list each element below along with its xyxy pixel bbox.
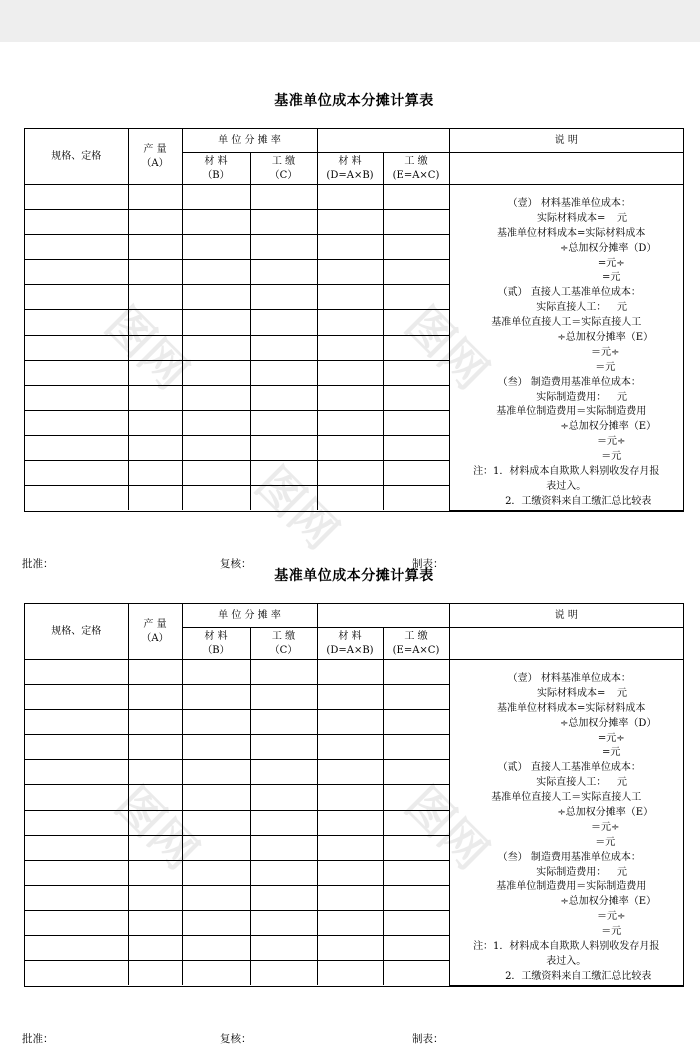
remark-line: （贰） 直接人工基准单位成本：: [497, 287, 641, 299]
spec-header: 规格、定格: [25, 129, 128, 185]
remark-line: ÷总加权分摊率（E）: [560, 421, 657, 433]
table-cell[interactable]: [317, 760, 383, 785]
table-cell[interactable]: [128, 360, 182, 385]
table-cell[interactable]: [25, 685, 128, 710]
table-cell[interactable]: [317, 785, 383, 810]
table-cell[interactable]: [383, 810, 449, 835]
table-cell[interactable]: [317, 435, 383, 460]
labor-header: 工 缴 （C）: [250, 153, 317, 185]
remark-line: ＝元÷: [591, 346, 620, 358]
table-cell[interactable]: [250, 910, 317, 935]
table-cell[interactable]: [25, 660, 128, 685]
table-cell[interactable]: [25, 710, 128, 735]
table-cell[interactable]: [383, 310, 449, 335]
table-cell[interactable]: [250, 360, 317, 385]
table-cell[interactable]: [250, 710, 317, 735]
remark-line: （壹） 材料基准单位成本：: [507, 673, 631, 684]
table-cell[interactable]: [250, 486, 317, 511]
table-cell[interactable]: [25, 785, 128, 810]
table-cell[interactable]: [25, 310, 128, 335]
table-cell[interactable]: [182, 710, 250, 735]
table-cell[interactable]: [128, 660, 182, 685]
table-cell[interactable]: [317, 710, 383, 735]
table-cell[interactable]: [383, 885, 449, 910]
top-bar: [0, 0, 700, 42]
table-cell[interactable]: [250, 810, 317, 835]
table-cell[interactable]: [25, 810, 128, 835]
table-cell[interactable]: [383, 360, 449, 385]
table-cell[interactable]: [317, 835, 383, 860]
remark-line: ＝元÷: [597, 911, 626, 923]
table-cell[interactable]: [182, 360, 250, 385]
remark-line: ＝元÷: [597, 436, 626, 448]
table-cell[interactable]: [182, 435, 250, 460]
remark-line: 注：1．材料成本自欺欺人料别收发存月报: [473, 466, 660, 478]
remark-line: ＝元: [595, 361, 616, 373]
table-cell[interactable]: [383, 486, 449, 511]
table-cell[interactable]: [25, 835, 128, 860]
table-cell[interactable]: [250, 385, 317, 410]
table-cell[interactable]: [25, 360, 128, 385]
remarks-cell: [449, 185, 683, 511]
table-cell[interactable]: [128, 310, 182, 335]
table-cell[interactable]: [182, 235, 250, 260]
table-cell[interactable]: [128, 260, 182, 285]
remark-line: =元: [602, 272, 621, 284]
table-cell[interactable]: [250, 860, 317, 885]
remark-line: 实际直接人工： 元: [536, 777, 627, 789]
table-cell[interactable]: [317, 660, 383, 685]
table-cell[interactable]: [317, 360, 383, 385]
table-cell[interactable]: [182, 260, 250, 285]
approve-label: 批准：: [22, 558, 54, 570]
table-cell[interactable]: [128, 910, 182, 935]
table-cell[interactable]: [128, 385, 182, 410]
labor-header: 工 缴 （C）: [250, 628, 317, 660]
remark-line: 实际制造费用： 元: [536, 866, 627, 878]
table-cell[interactable]: [182, 285, 250, 310]
remark-line: =元÷: [597, 257, 625, 269]
table-cell[interactable]: [317, 961, 383, 986]
remark-line: ÷总加权分摊率（D）: [560, 717, 657, 729]
table-cell[interactable]: [182, 210, 250, 235]
watermark: 图网: [395, 776, 499, 880]
table-cell[interactable]: [250, 785, 317, 810]
table-cell[interactable]: [25, 735, 128, 760]
table-cell[interactable]: [128, 410, 182, 435]
table-cell[interactable]: [182, 685, 250, 710]
table-cell[interactable]: [383, 735, 449, 760]
table-cell[interactable]: [383, 710, 449, 735]
table-cell[interactable]: [128, 335, 182, 360]
table-cell[interactable]: [25, 461, 128, 486]
watermark: 图网: [105, 776, 209, 880]
table-cell[interactable]: [250, 685, 317, 710]
remark-line: ÷总加权分摊率（E）: [557, 332, 654, 344]
table-cell[interactable]: [317, 410, 383, 435]
table-cell[interactable]: [182, 335, 250, 360]
table-cell[interactable]: [317, 810, 383, 835]
table-cell[interactable]: [383, 410, 449, 435]
table-cell[interactable]: [182, 885, 250, 910]
table-cell[interactable]: [250, 835, 317, 860]
remark-line: 基准单位材料成本=实际材料成本: [497, 702, 646, 714]
remark-line: （叁） 制造费用基准单位成本：: [497, 376, 641, 388]
table-cell[interactable]: [250, 885, 317, 910]
remark-line: ＝元: [601, 451, 622, 463]
table-cell[interactable]: [317, 461, 383, 486]
remark-line: 基准单位制造费用＝实际制造费用: [496, 406, 647, 418]
table-cell[interactable]: [182, 936, 250, 961]
watermark: 图网: [395, 296, 499, 400]
table-cell[interactable]: [25, 335, 128, 360]
table-cell[interactable]: [250, 335, 317, 360]
cost-table: [24, 603, 684, 987]
table-cell[interactable]: [182, 410, 250, 435]
table-cell[interactable]: [128, 685, 182, 710]
table-cell[interactable]: [182, 385, 250, 410]
table-cell[interactable]: [317, 486, 383, 511]
table-cell[interactable]: [317, 685, 383, 710]
table-cell[interactable]: [182, 310, 250, 335]
blank-group-header: [317, 129, 449, 153]
watermark: 图网: [245, 456, 349, 560]
table-cell[interactable]: [383, 835, 449, 860]
table-cell[interactable]: [383, 785, 449, 810]
table-cell[interactable]: [25, 860, 128, 885]
remark-line: ＝元: [601, 926, 622, 938]
table-cell[interactable]: [25, 910, 128, 935]
table-cell[interactable]: [383, 210, 449, 235]
remark-line: 基准单位直接人工＝实际直接人工: [491, 792, 642, 804]
table-cell[interactable]: [182, 910, 250, 935]
table-cell[interactable]: [128, 961, 182, 986]
remark-line: ＝元: [595, 836, 616, 848]
table-cell[interactable]: [25, 285, 128, 310]
table-cell[interactable]: [317, 936, 383, 961]
table-cell[interactable]: [25, 486, 128, 511]
remarks-header-blank: [449, 153, 683, 185]
table-cell[interactable]: [182, 486, 250, 511]
material-header: 材 料 （B）: [182, 628, 250, 660]
table-cell[interactable]: [128, 185, 182, 210]
table-cell[interactable]: [383, 910, 449, 935]
remarks-header: 说 明: [449, 604, 683, 628]
table-cell[interactable]: [383, 260, 449, 285]
table-cell[interactable]: [25, 260, 128, 285]
table-cell[interactable]: [128, 810, 182, 835]
table-cell[interactable]: [250, 435, 317, 460]
table-cell[interactable]: [250, 185, 317, 210]
remark-line: 实际材料成本= 元: [537, 212, 627, 224]
table-cell[interactable]: [317, 885, 383, 910]
table-cell[interactable]: [128, 461, 182, 486]
remark-line: ＝元÷: [591, 821, 620, 833]
table-cell[interactable]: [250, 310, 317, 335]
table-cell[interactable]: [182, 185, 250, 210]
table-cell[interactable]: [25, 410, 128, 435]
sheet-title: 基准单位成本分摊计算表: [274, 93, 434, 109]
remark-line: 基准单位制造费用＝实际制造费用: [496, 881, 647, 893]
remark-line: ÷总加权分摊率（D）: [560, 242, 657, 254]
watermark: 图网: [95, 296, 199, 400]
table-cell[interactable]: [128, 210, 182, 235]
table-cell[interactable]: [25, 760, 128, 785]
remark-line: 2．工缴资料来自工缴汇总比较表: [505, 495, 652, 507]
table-cell[interactable]: [317, 310, 383, 335]
material-total-header: 材 料 (D=A×B): [317, 628, 383, 660]
table-cell[interactable]: [182, 760, 250, 785]
table-cell[interactable]: [182, 810, 250, 835]
remark-line: 基准单位直接人工＝实际直接人工: [491, 317, 642, 329]
remark-line: 注：1．材料成本自欺欺人料别收发存月报: [473, 941, 660, 953]
table-cell[interactable]: [383, 285, 449, 310]
table-cell[interactable]: [25, 385, 128, 410]
table-cell[interactable]: [317, 210, 383, 235]
table-cell[interactable]: [182, 735, 250, 760]
table-cell[interactable]: [317, 235, 383, 260]
blank-group-header: [317, 604, 449, 628]
table-cell[interactable]: [25, 885, 128, 910]
table-cell[interactable]: [128, 710, 182, 735]
remark-line: =元: [602, 747, 621, 759]
remark-line: 实际材料成本= 元: [537, 687, 627, 699]
table-cell[interactable]: [182, 785, 250, 810]
table-cell[interactable]: [383, 435, 449, 460]
table-cell[interactable]: [182, 660, 250, 685]
table-cell[interactable]: [128, 835, 182, 860]
material-total-header: 材 料 (D=A×B): [317, 153, 383, 185]
table-cell[interactable]: [182, 461, 250, 486]
labor-total-header: 工 缴 (E=A×C): [383, 153, 449, 185]
table-cell[interactable]: [383, 860, 449, 885]
table-cell[interactable]: [128, 435, 182, 460]
remark-line: 表过入。: [546, 480, 587, 492]
table-cell[interactable]: [383, 685, 449, 710]
table-cell[interactable]: [250, 210, 317, 235]
remark-line: （贰） 直接人工基准单位成本：: [497, 762, 641, 774]
table-cell[interactable]: [317, 335, 383, 360]
table-cell[interactable]: [182, 860, 250, 885]
remark-line: （壹） 材料基准单位成本：: [507, 198, 631, 209]
table-cell[interactable]: [250, 936, 317, 961]
table-cell[interactable]: [383, 335, 449, 360]
remark-line: （叁） 制造费用基准单位成本：: [497, 851, 641, 863]
table-cell[interactable]: [383, 185, 449, 210]
remarks-header: 说 明: [449, 129, 683, 153]
remark-line: 实际制造费用： 元: [536, 391, 627, 403]
table-cell[interactable]: [128, 860, 182, 885]
table-cell[interactable]: [25, 235, 128, 260]
remark-line: 表过入。: [546, 955, 587, 967]
remark-line: 基准单位材料成本=实际材料成本: [497, 227, 646, 239]
table-cell[interactable]: [250, 235, 317, 260]
table-cell[interactable]: [25, 435, 128, 460]
table-cell[interactable]: [250, 461, 317, 486]
table-cell[interactable]: [128, 760, 182, 785]
table-cell[interactable]: [25, 185, 128, 210]
table-cell[interactable]: [317, 385, 383, 410]
table-cell[interactable]: [128, 486, 182, 511]
table-cell[interactable]: [317, 735, 383, 760]
sheet-title: 基准单位成本分摊计算表: [274, 568, 434, 584]
remark-line: =元÷: [597, 732, 625, 744]
table-cell[interactable]: [128, 285, 182, 310]
remark-line: ÷总加权分摊率（E）: [560, 896, 657, 908]
spec-header: 规格、定格: [25, 604, 128, 660]
labor-total-header: 工 缴 (E=A×C): [383, 628, 449, 660]
table-cell[interactable]: [250, 260, 317, 285]
remark-line: 实际直接人工： 元: [536, 302, 627, 314]
table-cell[interactable]: [383, 385, 449, 410]
approve-label: 批准：: [22, 1033, 54, 1045]
review-label: 复核：: [220, 558, 252, 570]
table-cell[interactable]: [128, 885, 182, 910]
table-cell[interactable]: [182, 835, 250, 860]
table-cell[interactable]: [128, 785, 182, 810]
remarks-cell: [449, 660, 683, 986]
table-cell[interactable]: [383, 936, 449, 961]
table-cell[interactable]: [250, 285, 317, 310]
table-cell[interactable]: [250, 660, 317, 685]
rate-group-header: 单 位 分 摊 率: [182, 604, 317, 628]
rate-group-header: 单 位 分 摊 率: [182, 129, 317, 153]
table-cell[interactable]: [250, 760, 317, 785]
table-cell[interactable]: [383, 760, 449, 785]
table-cell[interactable]: [383, 660, 449, 685]
table-cell[interactable]: [317, 285, 383, 310]
table-cell[interactable]: [182, 961, 250, 986]
remark-line: ÷总加权分摊率（E）: [557, 807, 654, 819]
table-cell[interactable]: [383, 461, 449, 486]
output-header: 产 量 （A）: [128, 129, 182, 185]
output-header: 产 量 （A）: [128, 604, 182, 660]
table-cell[interactable]: [250, 961, 317, 986]
table-cell[interactable]: [25, 961, 128, 986]
table-cell[interactable]: [128, 936, 182, 961]
table-cell[interactable]: [317, 260, 383, 285]
table-cell[interactable]: [383, 235, 449, 260]
prepare-label: 制表：: [412, 1033, 444, 1045]
material-header: 材 料 （B）: [182, 153, 250, 185]
table-cell[interactable]: [250, 735, 317, 760]
table-cell[interactable]: [383, 961, 449, 986]
table-cell[interactable]: [317, 910, 383, 935]
table-cell[interactable]: [317, 185, 383, 210]
review-label: 复核：: [220, 1033, 252, 1045]
remark-line: 2．工缴资料来自工缴汇总比较表: [505, 970, 652, 982]
table-cell[interactable]: [25, 936, 128, 961]
table-cell[interactable]: [25, 210, 128, 235]
table-cell[interactable]: [128, 735, 182, 760]
table-cell[interactable]: [317, 860, 383, 885]
table-cell[interactable]: [250, 410, 317, 435]
prepare-label: 制表：: [412, 558, 444, 570]
cost-table: [24, 128, 684, 512]
table-cell[interactable]: [128, 235, 182, 260]
remarks-header-blank: [449, 628, 683, 660]
